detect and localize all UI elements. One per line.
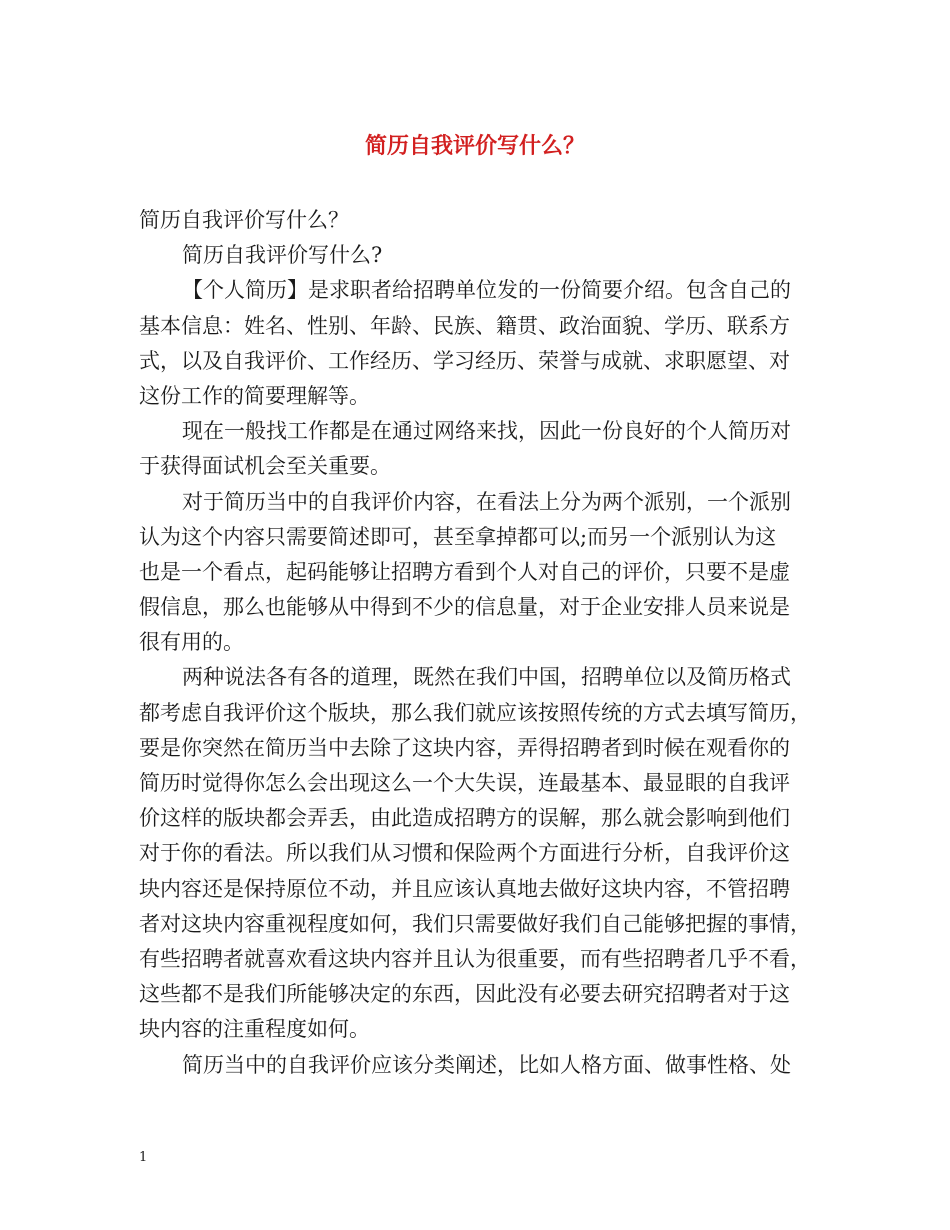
text-line: 于获得面试机会至关重要。	[139, 454, 391, 479]
text-line: 都考虑自我评价这个版块，那么我们就应该按照传统的方式去填写简历，	[139, 700, 811, 725]
text-line: 两种说法各有各的道理，既然在我们中国，招聘单位以及简历格式	[182, 665, 791, 690]
text-line: 简历自我评价写什么？	[139, 208, 349, 232]
text-line: 块内容的注重程度如何。	[139, 1017, 370, 1042]
document-body	[139, 203, 814, 1083]
text-line: 假信息，那么也能够从中得到不少的信息量，对于企业安排人员来说是	[139, 595, 790, 620]
text-line: 对于你的看法。所以我们从习惯和保险两个方面进行分析，自我评价这	[139, 841, 790, 866]
text-line: 要是你突然在简历当中去除了这块内容，弄得招聘者到时候在观看你的	[139, 735, 790, 760]
text-line: 块内容还是保持原位不动，并且应该认真地去做好这块内容，不管招聘	[139, 876, 790, 901]
text-line: 式，以及自我评价、工作经历、学习经历、荣誉与成就、求职愿望、对	[139, 348, 790, 373]
text-line: 很有用的。	[139, 630, 244, 655]
text-line: 有些招聘者就喜欢看这块内容并且认为很重要，而有些招聘者几乎不看，	[139, 946, 811, 971]
text-line: 简历当中的自我评价应该分类阐述，比如人格方面、做事性格、处	[182, 1052, 791, 1077]
text-line: 现在一般找工作都是在通过网络来找，因此一份良好的个人简历对	[182, 419, 791, 444]
text-line: 这份工作的简要理解等。	[139, 383, 370, 408]
text-line: 这些都不是我们所能够决定的东西，因此没有必要去研究招聘者对于这	[139, 982, 790, 1007]
text-line: 对于简历当中的自我评价内容，在看法上分为两个派别，一个派别	[182, 489, 791, 514]
text-line: 简历自我评价写什么?	[182, 243, 383, 268]
text-line: 者对这块内容重视程度如何，我们只需要做好我们自己能够把握的事情，	[139, 911, 811, 936]
page-number: 1	[139, 1150, 148, 1165]
text-line: 价这样的版块都会弄丢，由此造成招聘方的误解，那么就会影响到他们	[139, 806, 790, 831]
text-line: 基本信息：姓名、性别、年龄、民族、籍贯、政治面貌、学历、联系方	[139, 313, 790, 338]
document-title: 简历自我评价写什么？	[364, 133, 585, 159]
text-line: 简历时觉得你怎么会出现这么一个大失误，连最基本、最显眼的自我评	[139, 771, 790, 795]
text-line: 认为这个内容只需要简述即可，甚至拿掉都可以;而另一个派别认为这	[139, 524, 777, 549]
text-line: 【个人简历】是求职者给招聘单位发的一份简要介绍。包含自己的	[182, 278, 791, 303]
text-line: 也是一个看点，起码能够让招聘方看到个人对自己的评价，只要不是虚	[139, 559, 790, 584]
